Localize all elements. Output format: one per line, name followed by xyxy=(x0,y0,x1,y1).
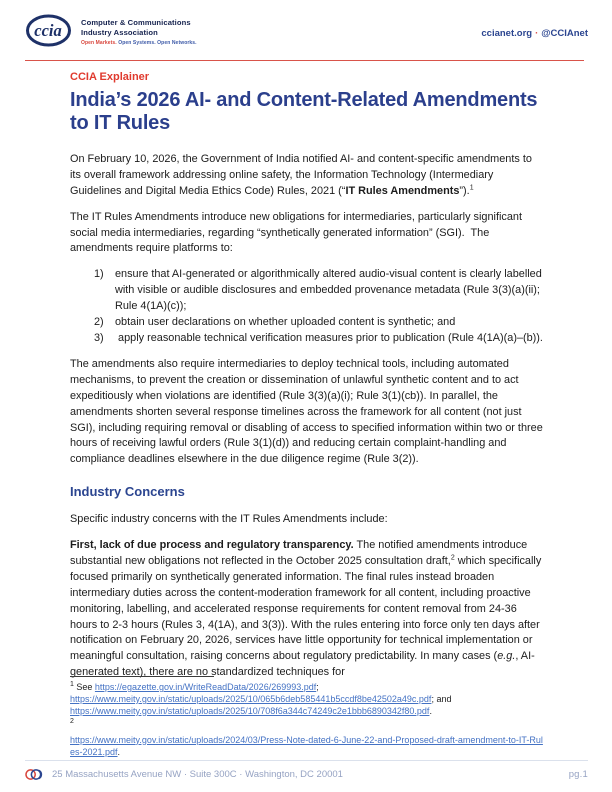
website-link[interactable]: ccianet.org xyxy=(481,28,533,39)
footnote-link[interactable]: https://www.meity.gov.in/static/uploads/2024/03/Press-Note-dated-6-June-22-and-Proposed-draft-amendment-to-IT-Rules-2021.pdf xyxy=(70,734,543,757)
footnote-link[interactable]: https://egazette.gov.in/WriteReadData/2026/269993.pdf xyxy=(94,682,317,692)
text-segment: , AI-generated text), there are no standardized techniques for xyxy=(70,650,535,679)
list-item xyxy=(94,267,543,315)
section-heading-industry-concerns: Industry Concerns xyxy=(70,484,185,500)
text-segment: The IT Rules Amendments introduce new obligations for intermediaries, particularly significant social media intermediaries, regarding “synthetically generated information” (SGI). The amendments require platforms to: xyxy=(70,210,522,255)
numbered-list xyxy=(94,267,543,347)
text-segment: ; and xyxy=(431,693,452,704)
paragraph-intro xyxy=(70,152,543,200)
ccia-logo xyxy=(25,13,197,49)
footer-address: 25 Massachusetts Avenue NW · Suite 300C · Washington, DC 20001 xyxy=(52,769,343,780)
text-segment: See xyxy=(73,682,95,692)
text-segment: The amendments also require intermediaries to deploy technical tools, including automated mechanisms, to prevent the creation or dissemination of unlawful synthetic content and to act expeditiously when violations are identified (Rule 3(3)(a)(i); Rule 3(1)(cb)). In parallel, the amendments shorten several response timelines across the framework for all content (not just SGI), including requiring removal or disabling of access to specified information within two or three hours of receiving lawful orders (Rule 3(1)(d)) and reducing certain complaint-handling and compliance deadlines elsewhere in the due diligence regime (Rule 3(2)). xyxy=(70,357,543,466)
list-item-marker: 1) xyxy=(94,268,104,281)
list-item-text: apply reasonable technical verification measures prior to publication (Rule 4(1A)(a)–(b)). xyxy=(115,331,543,344)
ccia-logo-acronym: ccia xyxy=(34,21,62,40)
header-divider-rule xyxy=(25,60,584,61)
text-segment: Specific industry concerns with the IT Rules Amendments include: xyxy=(70,513,388,526)
ccia-rings-icon xyxy=(25,768,46,781)
list-item-marker: 3) xyxy=(94,331,104,344)
list-item-text: obtain user declarations on whether uploaded content is synthetic; and xyxy=(115,316,456,329)
text-segment: On February 10, 2026, the Government of India notified AI- and content-specific amendments to its overall framework addressing online safety, the Information Technology (Intermediary Guidelines and Digital Media Ethics Code) Rules, 2021 (“ xyxy=(70,152,532,197)
twitter-handle-link[interactable]: @CCIAnet xyxy=(541,28,588,39)
text-segment: ; xyxy=(316,682,319,692)
footnote-2 xyxy=(70,735,543,759)
org-name-line1: Computer & Communications xyxy=(81,18,191,28)
page-footer xyxy=(25,760,588,781)
page-title: India’s 2026 AI- and Content-Related Amendments to IT Rules xyxy=(70,88,538,135)
list-item xyxy=(94,315,543,331)
text-segment: which specifically focused primarily on synthetically generated information. The final rules instead broaden intermediary duties across the content-moderation framework for all content, including proactive monitoring, labelling, and accelerated response requirements for content removal from 24-36 hours to 2-3 hours (Rules 3, 4(1A), and 3(3)). With the rules entering into force only ten days after notification on February 20, 2026, services have little opportunity for technical implementation or meaningful consultation, raising concerns about regulatory predictability. In many cases ( xyxy=(70,554,542,663)
text-segment: e.g. xyxy=(497,650,516,663)
footnote-link[interactable]: https://www.meity.gov.in/static/uploads/2025/10/708f6a344c74249c2e1bbb6890342f80.pdf xyxy=(70,705,430,716)
tagline-open-systems-networks: Open Systems. Open Networks. xyxy=(118,39,197,46)
text-segment: IT Rules Amendments xyxy=(345,184,460,197)
letterhead xyxy=(25,13,588,49)
org-name-line2: Industry Association xyxy=(81,27,158,37)
paragraph-first-concern xyxy=(70,538,543,681)
eyebrow-label: CCIA Explainer xyxy=(70,71,150,83)
text-segment: . xyxy=(117,746,121,757)
list-item-marker: 2) xyxy=(94,316,104,329)
footnote-link[interactable]: https://www.meity.gov.in/static/uploads/2025/10/065b6deb585441b5ccdf8be42502a49c.pdf xyxy=(70,693,432,704)
paragraph-obligations xyxy=(70,210,543,258)
footnote-2-marker xyxy=(70,719,543,731)
header-links[interactable] xyxy=(481,28,588,39)
text-segment: . xyxy=(429,705,432,716)
paragraph-technical-tools xyxy=(70,357,543,468)
superscript-marker: 2 xyxy=(70,717,74,725)
link-separator-dot: · xyxy=(535,28,539,39)
logo-text xyxy=(81,16,197,45)
paragraph-concerns-lead xyxy=(70,512,543,528)
superscript-marker: 1 xyxy=(70,681,74,688)
list-item xyxy=(94,331,543,347)
footnote-divider xyxy=(70,676,214,677)
tagline-open-markets: Open Markets. xyxy=(81,39,117,46)
list-item-text: ensure that AI-generated or algorithmically altered audio-visual content is clearly labelled with visible or audible disclosures and embedded provenance metadata (Rule 3(3)(a)(ii); Rule 4(1A)(c)); xyxy=(115,268,542,313)
footnotes xyxy=(70,676,543,758)
text-segment: The notified amendments introduce substantial new obligations not reflected in the October 2025 consultation draft, xyxy=(70,539,528,567)
article-body xyxy=(70,70,543,691)
text-segment: ”). xyxy=(459,184,470,197)
footer-left xyxy=(25,768,343,781)
logo-tagline xyxy=(81,40,197,46)
superscript-marker: 1 xyxy=(469,184,474,192)
ccia-logo-icon xyxy=(25,13,72,49)
superscript-marker: 2 xyxy=(450,554,455,562)
page-number: pg.1 xyxy=(568,769,588,780)
text-segment: First, lack of due process and regulatory transparency. xyxy=(70,539,354,552)
footnote-1 xyxy=(70,682,543,718)
